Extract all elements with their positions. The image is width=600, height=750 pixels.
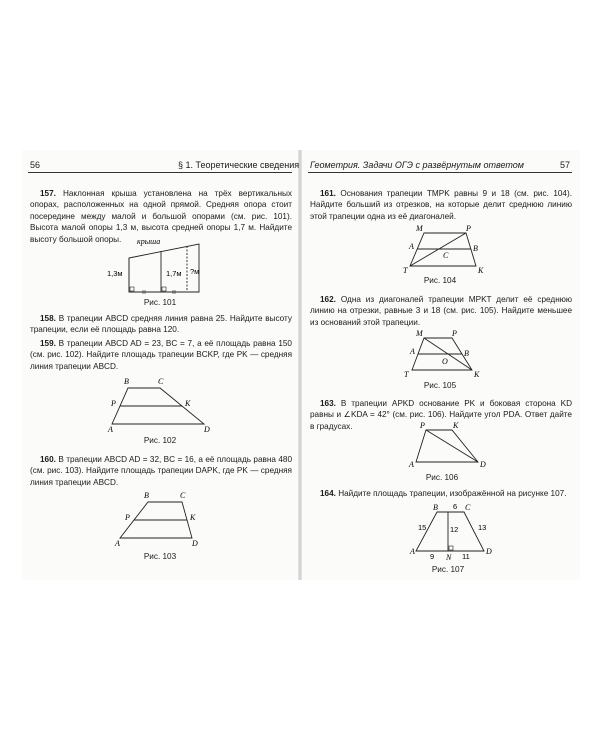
problem-text: В трапеции ABCD AD = 32, BC = 16, а её площадь равна 480 (см. рис. 103). Найдите площадь трапеции DAPK, где PK — средняя линия трапеции ABCD. <box>30 455 293 487</box>
vertex-k: K <box>478 266 484 275</box>
point-b: B <box>473 244 478 253</box>
length-height: 12 <box>450 525 459 534</box>
problem-text: В трапеции APKD основание PK и боковая сторона KD равны и ∠KDA = 42° (см. рис. 106). Найдите угол PDA. Ответ дайте в градусах. <box>310 399 572 431</box>
left-header-rule <box>28 172 292 173</box>
vertex-d: D <box>486 547 492 556</box>
small-support-label: 1,3м <box>107 269 123 278</box>
vertex-m: M <box>416 224 423 233</box>
point-o: O <box>442 357 448 366</box>
vertex-p: P <box>420 421 425 430</box>
figure-101-caption: Рис. 101 <box>143 298 177 307</box>
problem-number: 164. <box>320 489 336 498</box>
vertex-d: D <box>192 539 198 548</box>
problem-number: 158. <box>40 314 56 323</box>
problem-text: Одна из диагоналей трапеции MPKT делит её среднюю линию на отрезки, равные 3 и 18 (см. рис. 105). Найдите меньшее из оснований этой трапеции. <box>310 295 572 327</box>
problem-number: 162. <box>320 295 336 304</box>
roof-label: крыша <box>137 237 161 246</box>
problem-text: Найдите площадь трапеции, изображённой на рисунке 107. <box>338 489 567 498</box>
vertex-k: K <box>185 399 191 408</box>
vertex-d: D <box>204 425 210 434</box>
problem-164 <box>310 488 572 499</box>
right-angle-mark <box>130 287 134 291</box>
figure-103 <box>112 492 212 548</box>
trapezoid-apkd <box>416 430 478 462</box>
vertex-k: K <box>190 513 196 522</box>
vertex-t: T <box>404 370 409 379</box>
trapezoid-tmpk <box>410 233 476 266</box>
middle-support-label: 1,7м <box>166 269 182 278</box>
right-angle-mark <box>162 287 166 291</box>
diagonal-pd <box>426 430 478 462</box>
point-a: A <box>409 242 414 251</box>
length-an: 9 <box>430 552 435 561</box>
vertex-c: C <box>465 503 471 512</box>
point-n: N <box>446 553 452 562</box>
problem-number: 161. <box>320 189 336 198</box>
vertex-b: B <box>433 503 438 512</box>
left-running-head: § 1. Теоретические сведения <box>178 160 300 170</box>
problem-162 <box>310 294 572 328</box>
figure-101 <box>105 236 225 296</box>
right-running-head: Геометрия. Задачи ОГЭ с развёрнутым ответом <box>310 160 524 170</box>
problem-number: 163. <box>320 399 336 408</box>
vertex-p: P <box>466 224 471 233</box>
vertex-k: K <box>453 421 459 430</box>
right-angle-mark <box>449 546 453 550</box>
problem-text: Наклонная крыша установлена на трёх вертикальных опорах, расположенных на одной прямой. Средняя опора стоит посередине между малой и большой опорами (см. рис. 101). Высота малой опоры 1,3 м, высота средней опоры 1,7 м. Найдите высоту большой опоры. <box>30 189 292 244</box>
big-support-label: ?м <box>190 267 200 276</box>
diagonal-tp <box>410 233 466 266</box>
length-ab: 15 <box>418 523 427 532</box>
figure-102-caption: Рис. 102 <box>143 436 177 445</box>
problem-161 <box>310 188 572 222</box>
vertex-m: M <box>416 329 423 338</box>
point-c: C <box>443 251 449 260</box>
problem-text: Основания трапеции TMPK равны 9 и 18 (см. рис. 104). Найдите больший из отрезков, на которые делит среднюю линию этой трапеции одна из её диагоналей. <box>310 189 572 221</box>
problem-160 <box>30 454 292 488</box>
vertex-p: P <box>125 513 130 522</box>
figure-102 <box>108 376 218 432</box>
problem-text: В трапеции ABCD средняя линия равна 25. Найдите высоту трапеции, если её площадь равна 120. <box>30 314 292 335</box>
figure-107 <box>408 504 508 562</box>
problem-number: 160. <box>40 455 56 464</box>
right-header-rule <box>308 172 572 173</box>
vertex-c: C <box>158 377 164 386</box>
figure-106-caption: Рис. 106 <box>425 473 459 482</box>
vertex-p: P <box>452 329 457 338</box>
problem-number: 159. <box>40 339 56 348</box>
vertex-a: A <box>410 547 415 556</box>
figure-107-caption: Рис. 107 <box>431 565 465 574</box>
vertex-a: A <box>115 539 120 548</box>
vertex-p: P <box>111 399 116 408</box>
vertex-d: D <box>480 460 486 469</box>
vertex-b: B <box>124 377 129 386</box>
point-a: A <box>410 347 415 356</box>
left-page-number: 56 <box>30 160 41 170</box>
figure-106 <box>402 421 502 474</box>
point-b: B <box>464 349 469 358</box>
problem-158 <box>30 313 292 336</box>
figure-105 <box>400 329 500 380</box>
roof-shape <box>129 244 199 292</box>
length-nd: 11 <box>462 552 470 561</box>
vertex-a: A <box>108 425 113 434</box>
figure-104 <box>400 226 500 276</box>
length-bc: 6 <box>453 502 458 511</box>
problem-159 <box>30 338 292 372</box>
vertex-t: T <box>403 266 408 275</box>
figure-103-caption: Рис. 103 <box>143 552 177 561</box>
right-page-number: 57 <box>560 160 571 170</box>
vertex-c: C <box>180 491 186 500</box>
figure-104-caption: Рис. 104 <box>423 276 457 285</box>
vertex-b: B <box>144 491 149 500</box>
figure-105-caption: Рис. 105 <box>423 381 457 390</box>
length-cd: 13 <box>478 523 487 532</box>
vertex-a: A <box>409 460 414 469</box>
problem-text: В трапеции ABCD AD = 23, BC = 7, а её площадь равна 150 (см. рис. 102). Найдите площадь трапеции BCKP, где PK — средняя линия трапеции ABCD. <box>30 339 292 371</box>
problem-number: 157. <box>40 189 56 198</box>
vertex-k: K <box>474 370 480 379</box>
